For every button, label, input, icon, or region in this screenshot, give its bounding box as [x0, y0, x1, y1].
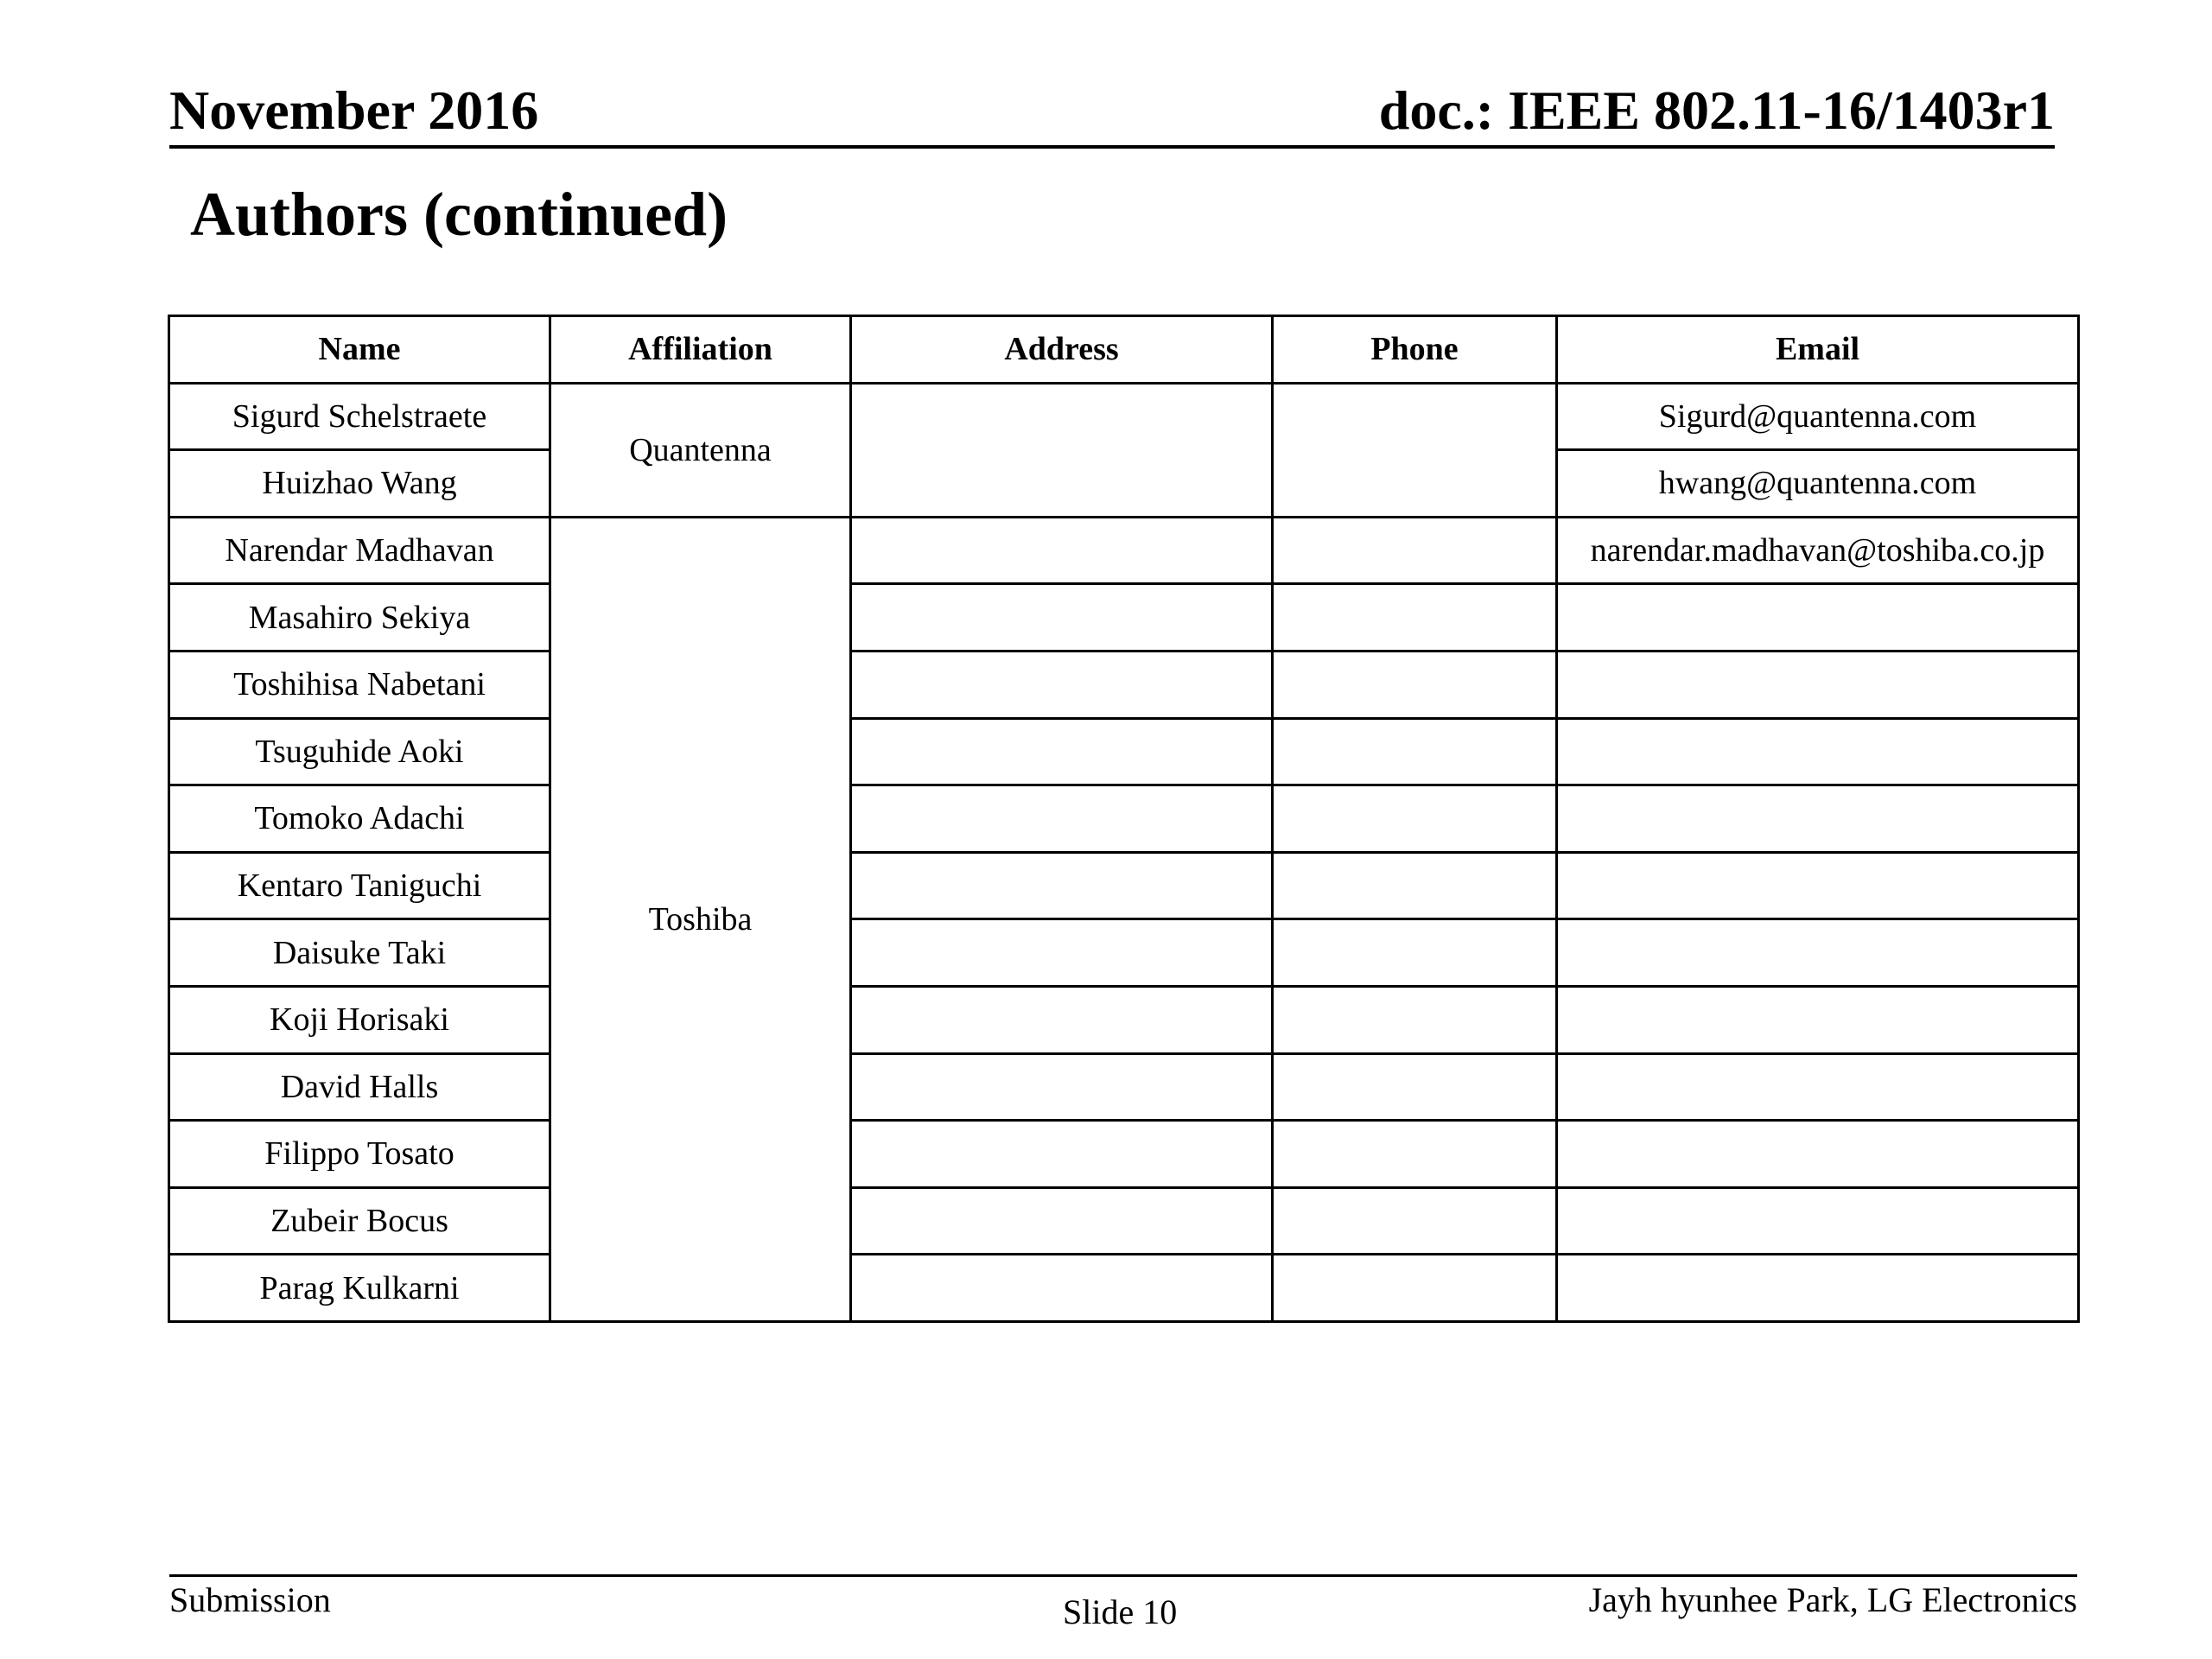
author-name: Toshihisa Nabetani — [169, 651, 550, 718]
table-row — [169, 651, 2079, 718]
address-cell — [851, 383, 1273, 517]
address-cell — [851, 852, 1273, 919]
author-name: Parag Kulkarni — [169, 1255, 550, 1322]
author-name: Sigurd Schelstraete — [169, 383, 550, 450]
address-cell — [851, 718, 1273, 785]
phone-cell — [1273, 785, 1557, 853]
author-name: Narendar Madhavan — [169, 517, 550, 584]
column-header-email: Email — [1557, 316, 2079, 384]
header-rule — [169, 145, 2055, 149]
table-row — [169, 718, 2079, 785]
footer-slide-number: Slide 10 — [1063, 1592, 1178, 1631]
author-name: Masahiro Sekiya — [169, 584, 550, 652]
affiliation-cell: Toshiba — [550, 517, 851, 1321]
author-email — [1557, 584, 2079, 652]
table-header-row — [169, 316, 2079, 384]
phone-cell — [1273, 1255, 1557, 1322]
table-row — [169, 1053, 2079, 1121]
slide-title: Authors (continued) — [190, 180, 728, 249]
author-name: Tsuguhide Aoki — [169, 718, 550, 785]
address-cell — [851, 584, 1273, 652]
author-email — [1557, 718, 2079, 785]
author-email: hwang@quantenna.com — [1557, 450, 2079, 518]
phone-cell — [1273, 651, 1557, 718]
table-row — [169, 986, 2079, 1053]
phone-cell — [1273, 584, 1557, 652]
footer-rule — [169, 1574, 2077, 1577]
address-cell — [851, 1187, 1273, 1255]
table-row — [169, 1121, 2079, 1188]
column-header-name: Name — [169, 316, 550, 384]
column-header-phone: Phone — [1273, 316, 1557, 384]
phone-cell — [1273, 517, 1557, 584]
address-cell — [851, 1121, 1273, 1188]
phone-cell — [1273, 852, 1557, 919]
table-row — [169, 919, 2079, 987]
author-email — [1557, 852, 2079, 919]
author-name: Tomoko Adachi — [169, 785, 550, 853]
affiliation-cell: Quantenna — [550, 383, 851, 517]
table-row — [169, 517, 2079, 584]
author-email: Sigurd@quantenna.com — [1557, 383, 2079, 450]
table-row — [169, 1255, 2079, 1322]
author-email — [1557, 1121, 2079, 1188]
author-name: Daisuke Taki — [169, 919, 550, 987]
address-cell — [851, 919, 1273, 987]
address-cell — [851, 1255, 1273, 1322]
author-name: Huizhao Wang — [169, 450, 550, 518]
phone-cell — [1273, 1121, 1557, 1188]
table-row — [169, 1187, 2079, 1255]
header-date: November 2016 — [169, 79, 539, 141]
address-cell — [851, 1053, 1273, 1121]
phone-cell — [1273, 383, 1557, 517]
table-row — [169, 785, 2079, 853]
table-row — [169, 383, 2079, 450]
author-email: narendar.madhavan@toshiba.co.jp — [1557, 517, 2079, 584]
address-cell — [851, 651, 1273, 718]
table-row — [169, 584, 2079, 652]
author-name: Kentaro Taniguchi — [169, 852, 550, 919]
author-email — [1557, 1053, 2079, 1121]
address-cell — [851, 517, 1273, 584]
author-email — [1557, 919, 2079, 987]
author-email — [1557, 1255, 2079, 1322]
address-cell — [851, 986, 1273, 1053]
author-name: Koji Horisaki — [169, 986, 550, 1053]
table-row — [169, 852, 2079, 919]
author-name: Filippo Tosato — [169, 1121, 550, 1188]
phone-cell — [1273, 919, 1557, 987]
author-email — [1557, 785, 2079, 853]
address-cell — [851, 785, 1273, 853]
author-email — [1557, 651, 2079, 718]
column-header-affiliation: Affiliation — [550, 316, 851, 384]
author-email — [1557, 1187, 2079, 1255]
author-name: Zubeir Bocus — [169, 1187, 550, 1255]
phone-cell — [1273, 1053, 1557, 1121]
author-name: David Halls — [169, 1053, 550, 1121]
header-doc-id: doc.: IEEE 802.11-16/1403r1 — [1378, 79, 2055, 141]
column-header-address: Address — [851, 316, 1273, 384]
phone-cell — [1273, 986, 1557, 1053]
footer-submission: Submission — [169, 1580, 331, 1619]
phone-cell — [1273, 1187, 1557, 1255]
author-email — [1557, 986, 2079, 1053]
phone-cell — [1273, 718, 1557, 785]
footer-author: Jayh hyunhee Park, LG Electronics — [1588, 1580, 2077, 1619]
authors-table — [168, 315, 2080, 1323]
